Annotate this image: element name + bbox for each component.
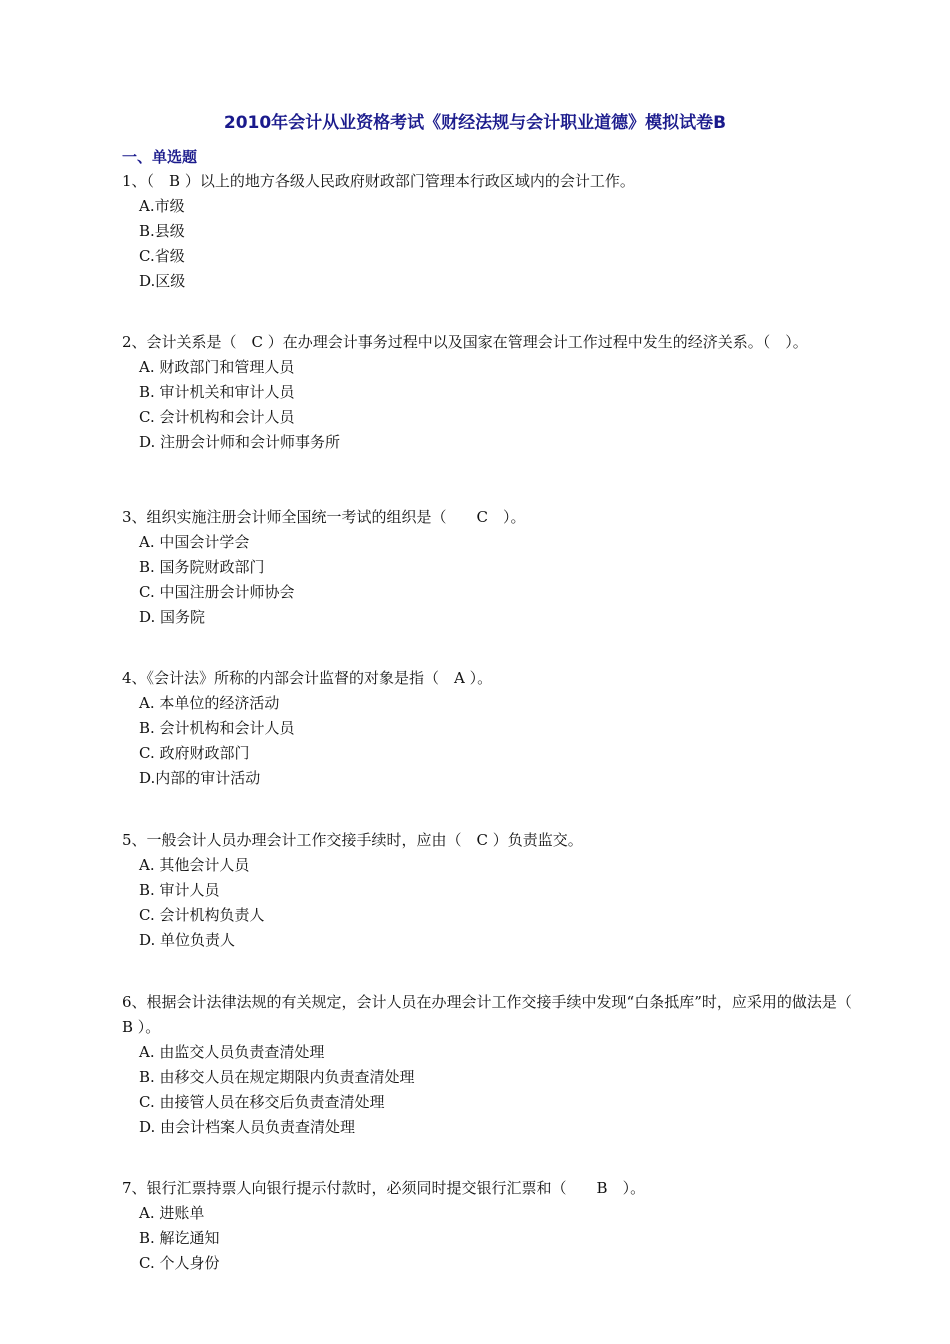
question-stem: 7、银行汇票持票人向银行提示付款时，必须同时提交银行汇票和（ B ）。 (122, 1179, 646, 1197)
option-a: A. 中国会计学会 (139, 533, 250, 551)
question-6 (122, 990, 872, 1140)
option-c: C.省级 (139, 247, 185, 265)
option-a: A. 财政部门和管理人员 (139, 358, 295, 376)
option-a: A. 由监交人员负责查清处理 (139, 1043, 325, 1061)
option-c: C. 会计机构负责人 (139, 906, 265, 924)
option-b: B. 国务院财政部门 (139, 558, 265, 576)
option-b: B. 审计机关和审计人员 (139, 383, 295, 401)
option-b: B. 会计机构和会计人员 (139, 719, 295, 737)
option-b: B. 审计人员 (139, 881, 220, 899)
option-d: D. 单位负责人 (139, 931, 236, 949)
option-c: C. 中国注册会计师协会 (139, 583, 295, 601)
question-5 (122, 828, 872, 953)
question-stem: 2、会计关系是（ C ）在办理会计事务过程中以及国家在管理会计工作过程中发生的经济关系。（ ）。 (122, 333, 808, 351)
option-c: C. 会计机构和会计人员 (139, 408, 295, 426)
option-d: D. 注册会计师和会计师事务所 (139, 433, 341, 451)
option-a: A. 其他会计人员 (139, 856, 250, 874)
option-d: D. 国务院 (139, 608, 206, 626)
option-c: C. 由接管人员在移交后负责查清处理 (139, 1093, 385, 1111)
option-c: C. 个人身份 (139, 1254, 220, 1272)
question-stem: 4、《会计法》所称的内部会计监督的对象是指（ A ）。 (122, 669, 493, 687)
question-stem: 1、（ B ）以上的地方各级人民政府财政部门管理本行政区域内的会计工作。 (122, 172, 635, 190)
option-a: A.市级 (139, 197, 185, 215)
option-d: D. 由会计档案人员负责查清处理 (139, 1118, 356, 1136)
option-d: D.区级 (139, 272, 186, 290)
question-stem: 6、根据会计法律法规的有关规定，会计人员在办理会计工作交接手续中发现“白条抵库”时，应采用的做法是（ B ）。 (122, 993, 872, 1036)
option-d: D.内部的审计活动 (139, 769, 261, 787)
question-1 (122, 169, 872, 294)
question-stem: 3、组织实施注册会计师全国统一考试的组织是（ C ）。 (122, 508, 526, 526)
question-3 (122, 505, 872, 630)
section-heading: 一、单选题 (122, 148, 198, 166)
question-stem: 5、一般会计人员办理会计工作交接手续时，应由（ C ）负责监交。 (122, 831, 583, 849)
option-a: A. 本单位的经济活动 (139, 694, 280, 712)
option-a: A. 进账单 (139, 1204, 205, 1222)
document-title: 2010年会计从业资格考试《财经法规与会计职业道德》模拟试卷B (223, 113, 727, 133)
question-4 (122, 666, 872, 791)
question-7 (122, 1176, 872, 1276)
question-2 (122, 330, 872, 455)
option-b: B. 由移交人员在规定期限内负责查清处理 (139, 1068, 415, 1086)
option-c: C. 政府财政部门 (139, 744, 250, 762)
option-b: B.县级 (139, 222, 185, 240)
option-b: B. 解讫通知 (139, 1229, 220, 1247)
